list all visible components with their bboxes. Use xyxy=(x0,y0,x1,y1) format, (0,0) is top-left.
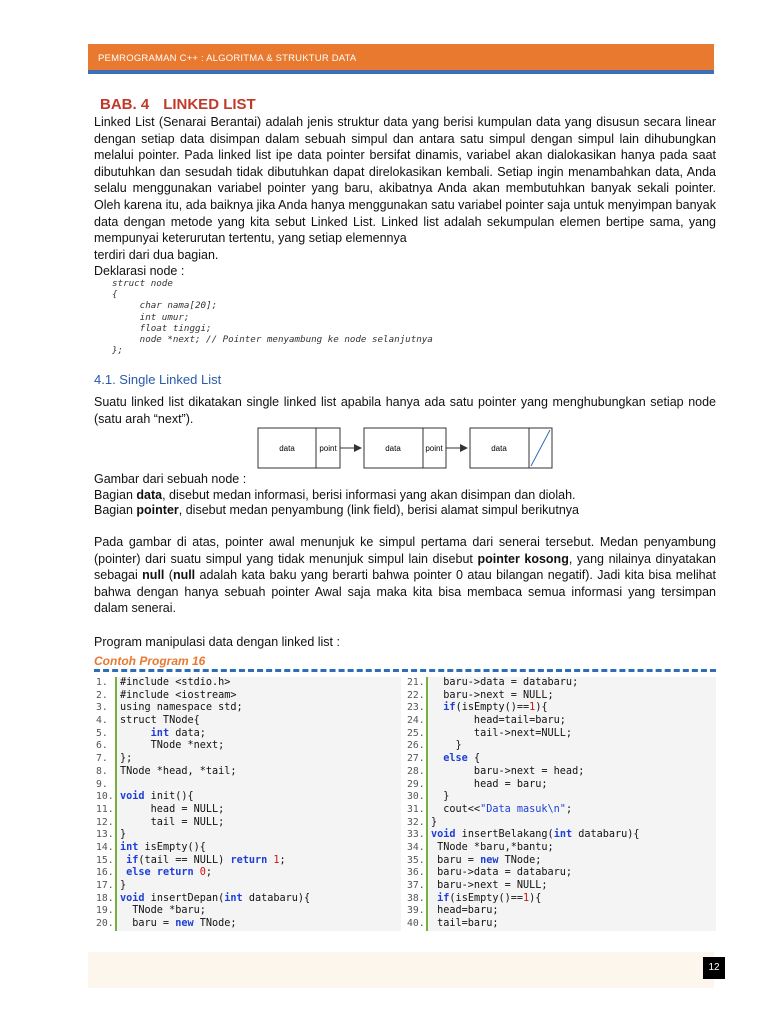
code-line xyxy=(94,779,401,792)
code-text: baru = new TNode; xyxy=(117,918,401,931)
code-line xyxy=(405,918,716,931)
code-text: else return 0; xyxy=(117,867,401,880)
code-text: int data; xyxy=(117,728,401,741)
line-number: 39. xyxy=(405,905,428,918)
intro-paragraph: Linked List (Senarai Berantai) adalah jenis struktur data yang berisi kumpulan data yang disusun secara linear dengan setiap data disimpan dalam sebuah simpul dan antara satu simpul dengan simpul lain dihubungkan melalui pointer. Pada linked list ipe data pointer bersifat dinamis, variabel akan dialokasikan hanya pada saat dibutuhkan dan sesudah tidak dibutuhkan dapat direlokasikan kembali. Setiap ingin menambahkan data, Anda selalu menggunakan variabel pointer yang baru, akibatnya Anda akan membutuhkan banyak sekali pointer. Oleh karena itu, ada baiknya jika Anda hanya menggunakan satu variabel pointer saja untuk menyimpan banyak data dengan metode yang kita sebut Linked List. Linked list adalah sekumpulan elemen bertipe sama, yang mempunyai keterurutan tertentu, yang setiap elemennya xyxy=(94,115,716,246)
code-column-left xyxy=(94,677,401,931)
line-number: 37. xyxy=(405,880,428,893)
code-text: else { xyxy=(428,753,716,766)
page-number: 12 xyxy=(703,957,725,979)
node-2 xyxy=(364,428,446,468)
line-number: 7. xyxy=(94,753,117,766)
code-line xyxy=(405,829,716,842)
code-text: void insertBelakang(int databaru){ xyxy=(428,829,716,842)
line-number: 24. xyxy=(405,715,428,728)
code-text: } xyxy=(117,880,401,893)
code-line xyxy=(405,702,716,715)
line-number: 34. xyxy=(405,842,428,855)
code-text: baru->data = databaru; xyxy=(428,867,716,880)
code-line xyxy=(94,766,401,779)
line-number: 31. xyxy=(405,804,428,817)
code-text: if(isEmpty()==1){ xyxy=(428,702,716,715)
header-title: PEMROGRAMAN C++ : ALGORITMA & STRUKTUR DATA xyxy=(98,53,357,64)
declaration-code-line: { xyxy=(112,289,118,301)
line-number: 22. xyxy=(405,690,428,703)
code-text: if(tail == NULL) return 1; xyxy=(117,855,401,868)
code-text: baru->data = databaru; xyxy=(428,677,716,690)
chapter-name: LINKED LIST xyxy=(163,96,256,113)
line-number: 25. xyxy=(405,728,428,741)
line-number: 3. xyxy=(94,702,117,715)
line-number: 35. xyxy=(405,855,428,868)
line-number: 23. xyxy=(405,702,428,715)
code-text: cout<<"Data masuk\n"; xyxy=(428,804,716,817)
code-text: void insertDepan(int databaru){ xyxy=(117,893,401,906)
line-number: 8. xyxy=(94,766,117,779)
node-1 xyxy=(258,428,340,468)
program-label: Program manipulasi data dengan linked list : xyxy=(94,635,340,649)
code-text: baru = new TNode; xyxy=(428,855,716,868)
code-text: head=tail=baru; xyxy=(428,715,716,728)
code-text: void init(){ xyxy=(117,791,401,804)
node-data-label: data xyxy=(279,444,295,453)
line-number: 38. xyxy=(405,893,428,906)
code-line xyxy=(94,905,401,918)
code-line xyxy=(94,690,401,703)
line-number: 10. xyxy=(94,791,117,804)
line-number: 30. xyxy=(405,791,428,804)
node-pointer-label: point xyxy=(319,444,337,453)
code-text: if(isEmpty()==1){ xyxy=(428,893,716,906)
declaration-code-line: }; xyxy=(112,345,124,357)
code-text: #include <iostream> xyxy=(117,690,401,703)
code-line xyxy=(405,690,716,703)
declaration-label: Deklarasi node : xyxy=(94,264,185,278)
chapter-number: BAB. 4 xyxy=(100,96,150,113)
code-line xyxy=(94,753,401,766)
code-line xyxy=(405,880,716,893)
code-text xyxy=(117,779,401,792)
code-text: }; xyxy=(117,753,401,766)
line-number: 17. xyxy=(94,880,117,893)
code-text: using namespace std; xyxy=(117,702,401,715)
declaration-code-line: float tinggi; xyxy=(112,322,212,334)
dashed-divider xyxy=(94,669,716,672)
code-line xyxy=(94,918,401,931)
code-text: } xyxy=(117,829,401,842)
code-line xyxy=(94,702,401,715)
code-text: tail=baru; xyxy=(428,918,716,931)
code-text: int isEmpty(){ xyxy=(117,842,401,855)
code-line xyxy=(405,766,716,779)
code-text: } xyxy=(428,791,716,804)
code-line xyxy=(94,740,401,753)
declaration-code-line: char nama[20]; xyxy=(112,300,218,312)
line-number: 15. xyxy=(94,855,117,868)
declaration-code-line: struct node xyxy=(112,278,173,289)
code-text: #include <stdio.h> xyxy=(117,677,401,690)
code-line xyxy=(94,893,401,906)
line-number: 14. xyxy=(94,842,117,855)
code-text: } xyxy=(428,817,716,830)
line-number: 11. xyxy=(94,804,117,817)
code-line xyxy=(405,715,716,728)
code-text: tail->next=NULL; xyxy=(428,728,716,741)
code-column-right xyxy=(405,677,716,931)
line-number: 21. xyxy=(405,677,428,690)
code-line xyxy=(94,791,401,804)
line-number: 32. xyxy=(405,817,428,830)
code-text: baru->next = NULL; xyxy=(428,690,716,703)
code-text: head = NULL; xyxy=(117,804,401,817)
code-line xyxy=(94,728,401,741)
line-number: 29. xyxy=(405,779,428,792)
code-line xyxy=(405,842,716,855)
line-number: 33. xyxy=(405,829,428,842)
code-line xyxy=(405,855,716,868)
line-number: 18. xyxy=(94,893,117,906)
intro-tail: terdiri dari dua bagian. xyxy=(94,248,219,262)
line-number: 26. xyxy=(405,740,428,753)
line-number: 5. xyxy=(94,728,117,741)
code-text: head = baru; xyxy=(428,779,716,792)
code-line xyxy=(405,677,716,690)
declaration-code-line: node *next; // Pointer menyambung ke node selanjutnya xyxy=(112,334,433,346)
node-data-description: Bagian data, disebut medan informasi, berisi informasi yang akan disimpan dan diolah. xyxy=(94,488,576,502)
code-line xyxy=(405,905,716,918)
code-text: tail = NULL; xyxy=(117,817,401,830)
line-number: 12. xyxy=(94,817,117,830)
code-line xyxy=(405,867,716,880)
code-text: baru->next = head; xyxy=(428,766,716,779)
linked-list-diagram xyxy=(0,0,768,480)
line-number: 20. xyxy=(94,918,117,931)
line-number: 4. xyxy=(94,715,117,728)
pointer-paragraph: Pada gambar di atas, pointer awal menunjuk ke simpul pertama dari senerai tersebut. Medan penyambung (pointer) dari suatu simpul yang tidak menunjuk simpul lain disebut pointer kosong, yang nilainya dinyatakan sebagai null (null adalah kata baku yang berarti bahwa pointer 0 atau bilangan negatif). Jadi kita bisa melihat bahwa dengan hanya sebuah pointer Awal saja maka kita bisa membaca semua informasi yang tersimpan dalam senerai. xyxy=(94,535,716,616)
code-line xyxy=(94,677,401,690)
section-title: 4.1. Single Linked List xyxy=(94,372,222,387)
code-text: struct TNode{ xyxy=(117,715,401,728)
line-number: 1. xyxy=(94,677,117,690)
code-text: head=baru; xyxy=(428,905,716,918)
code-line xyxy=(94,715,401,728)
node-pointer-label: point xyxy=(425,444,443,453)
footer-band xyxy=(88,952,714,988)
line-number: 36. xyxy=(405,867,428,880)
line-number: 13. xyxy=(94,829,117,842)
code-text: } xyxy=(428,740,716,753)
node-3 xyxy=(470,428,552,468)
code-line xyxy=(94,804,401,817)
example-title: Contoh Program 16 xyxy=(94,654,206,668)
code-line xyxy=(94,817,401,830)
code-line xyxy=(405,804,716,817)
line-number: 28. xyxy=(405,766,428,779)
node-data-label: data xyxy=(491,444,507,453)
line-number: 40. xyxy=(405,918,428,931)
line-number: 16. xyxy=(94,867,117,880)
code-line xyxy=(405,817,716,830)
code-line xyxy=(94,855,401,868)
code-line xyxy=(405,791,716,804)
code-text: TNode *head, *tail; xyxy=(117,766,401,779)
code-text: TNode *baru,*bantu; xyxy=(428,842,716,855)
code-line xyxy=(405,779,716,792)
line-number: 27. xyxy=(405,753,428,766)
line-number: 2. xyxy=(94,690,117,703)
code-line xyxy=(405,740,716,753)
code-line xyxy=(405,753,716,766)
declaration-code-line: int umur; xyxy=(112,311,190,323)
node-pointer-description: Bagian pointer, disebut medan penyambung (link field), berisi alamat simpul berikutnya xyxy=(94,503,579,517)
code-text: baru->next = NULL; xyxy=(428,880,716,893)
code-text: TNode *baru; xyxy=(117,905,401,918)
code-line xyxy=(94,867,401,880)
line-number: 6. xyxy=(94,740,117,753)
line-number: 19. xyxy=(94,905,117,918)
line-number: 9. xyxy=(94,779,117,792)
code-line xyxy=(94,842,401,855)
code-line xyxy=(405,893,716,906)
single-list-paragraph: Suatu linked list dikatakan single linked list apabila hanya ada satu pointer yang menghubungkan setiap node (satu arah “next”). xyxy=(94,395,716,426)
code-text: TNode *next; xyxy=(117,740,401,753)
code-line xyxy=(405,728,716,741)
node-data-label: data xyxy=(385,444,401,453)
code-line xyxy=(94,829,401,842)
code-line xyxy=(94,880,401,893)
node-description-label: Gambar dari sebuah node : xyxy=(94,472,247,486)
